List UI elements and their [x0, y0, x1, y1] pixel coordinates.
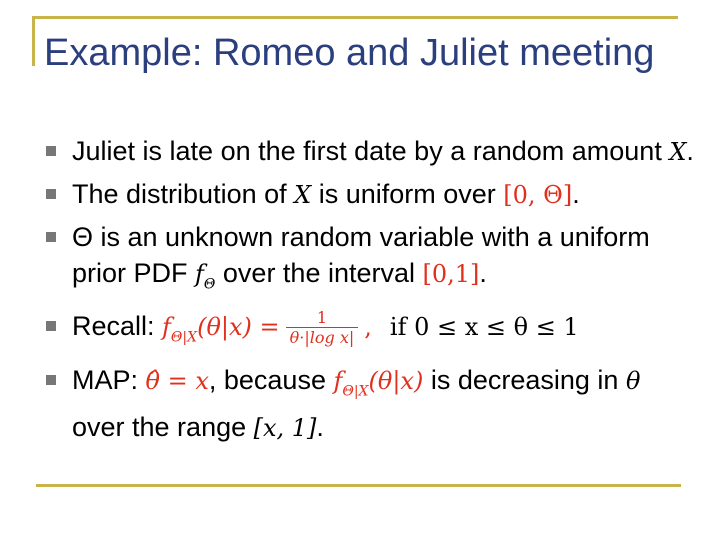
- text-run: , because: [208, 364, 334, 395]
- slide-title: Example: Romeo and Juliet meeting: [44, 32, 655, 74]
- bullet-square-icon: [46, 375, 56, 385]
- text-run: Juliet is late on the first date by a random amount: [72, 136, 670, 166]
- formula-comma: ,: [364, 313, 372, 342]
- bullet-text: [72, 308, 696, 355]
- text-run: MAP:: [72, 364, 146, 395]
- bottom-rule: [36, 484, 681, 487]
- fraction-denominator: θ·|log x|: [289, 327, 355, 347]
- left-rule: [32, 16, 35, 66]
- top-rule: [32, 16, 678, 19]
- fraction-numerator: 1: [286, 309, 359, 328]
- text-run: f: [195, 260, 204, 288]
- text-run: [0, Θ]: [503, 181, 573, 209]
- text-run: Θ: [203, 276, 216, 293]
- bullet-square-icon: [46, 232, 56, 242]
- text-run: Θ|X: [342, 383, 369, 400]
- text-run: The distribution of: [72, 179, 295, 209]
- text-run: .: [479, 258, 487, 288]
- bullet-item: [46, 176, 696, 213]
- fraction: [286, 309, 359, 348]
- bullet-text: [72, 219, 696, 302]
- text-run: .: [572, 179, 580, 209]
- formula-subscript: Θ|X: [170, 329, 198, 346]
- text-run: (θ|x): [368, 366, 424, 395]
- bullet-item: [46, 133, 696, 170]
- text-run: [0,1]: [422, 260, 480, 288]
- bullet-item: [46, 219, 696, 302]
- text-run: is uniform over: [311, 179, 504, 209]
- bullet-square-icon: [46, 321, 56, 331]
- formula-condition: if 0 ≤ x ≤ θ ≤ 1: [389, 313, 579, 342]
- text-run: θ: [625, 366, 641, 395]
- bullet-text: [72, 176, 696, 213]
- bullet-text: [72, 362, 696, 446]
- text-run: .: [316, 412, 324, 443]
- text-run: θ̂ = x: [145, 366, 209, 395]
- text-run: over the interval: [215, 258, 423, 288]
- bullet-text: [72, 133, 696, 170]
- text-run: X: [294, 181, 312, 209]
- text-run: Θ is an unknown random variable with a uniform prior PDF: [72, 222, 650, 288]
- bullet-list: [46, 133, 696, 452]
- text-run: is decreasing in: [423, 364, 626, 395]
- bullet-square-icon: [46, 146, 56, 156]
- text-run: X: [669, 138, 687, 166]
- bullet-item: [46, 362, 696, 446]
- text-run: over the range: [72, 412, 254, 443]
- bullet-square-icon: [46, 189, 56, 199]
- formula-lhs: f: [162, 313, 171, 342]
- text-run: .: [686, 136, 694, 166]
- text-run: [x, 1]: [253, 414, 317, 443]
- formula-argument: (θ|x) =: [197, 313, 280, 342]
- text-run: f: [333, 366, 343, 395]
- bullet-item: [46, 308, 696, 355]
- recall-label: Recall:: [72, 311, 163, 342]
